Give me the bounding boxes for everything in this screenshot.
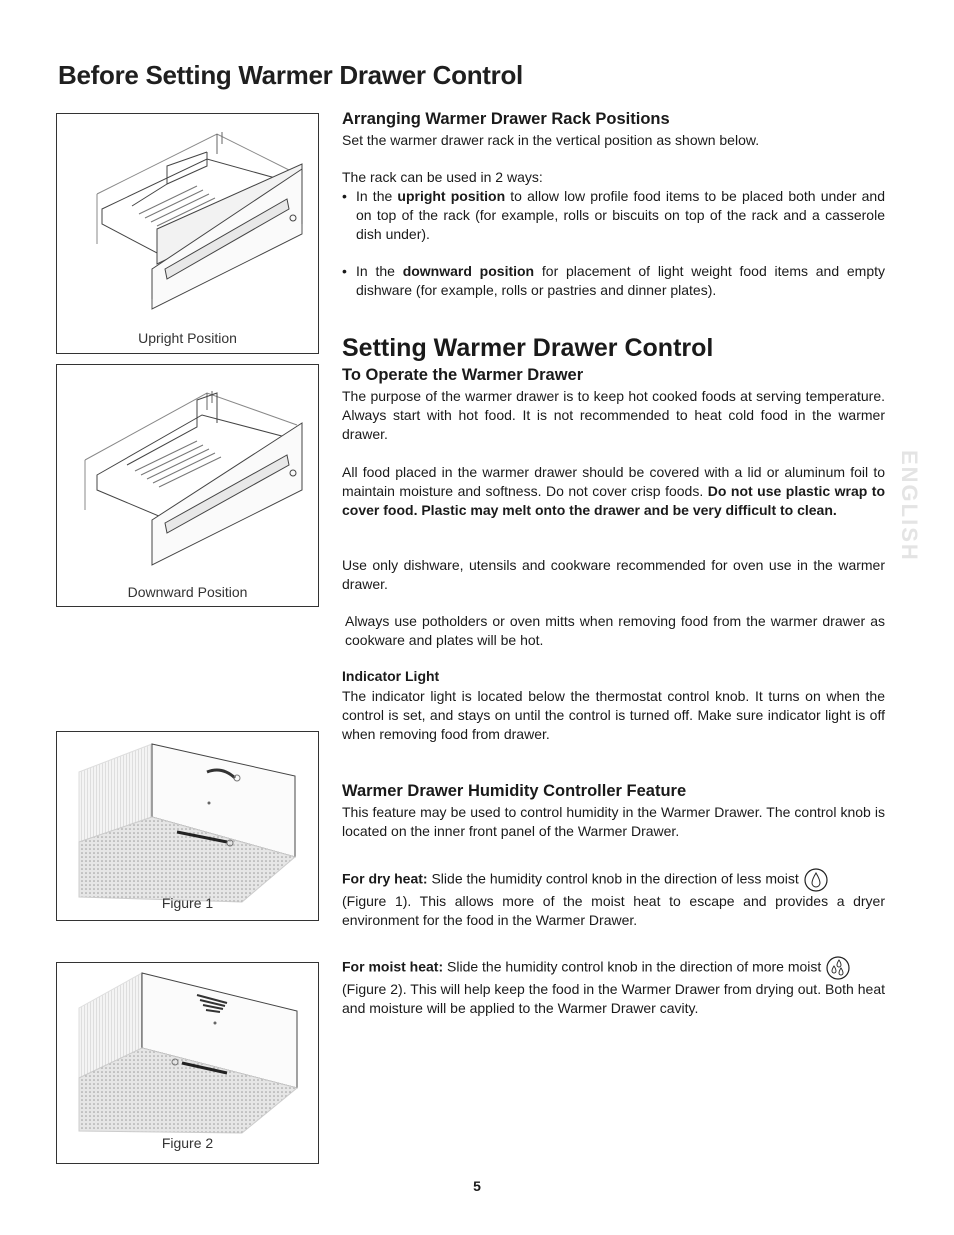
- downward-caption: Downward Position: [127, 584, 248, 600]
- operate-heading: To Operate the Warmer Drawer: [342, 366, 584, 384]
- setting-title: Setting Warmer Drawer Control: [342, 334, 714, 362]
- indicator-paragraph: The indicator light is located below the thermostat control knob. It turns on when the control is set, and stays on until the control is turned off. Make sure indicator light is off when removing food from drawer.: [342, 688, 885, 742]
- dry-heat-paragraph: For dry heat: Slide the humidity control knob in the direction of less moist (Figure 1). This allows more of the moist heat to escape and provides a dryer environment for the food in the Warmer Drawer.: [342, 868, 885, 930]
- humidity-intro: This feature may be used to control humidity in the Warmer Drawer. The control knob is located on the inner front panel of the Warmer Drawer.: [342, 804, 885, 839]
- rack-ways: The rack can be used in 2 ways:: [342, 169, 543, 185]
- rack-heading: Arranging Warmer Drawer Rack Positions: [342, 110, 670, 128]
- page-title: Before Setting Warmer Drawer Control: [58, 60, 523, 90]
- rack-list-item-upright: • In the upright position to allow low profile food items to be placed both under and on top of the rack (for example, rolls or biscuits on top of the rack and a casserole dish under).: [342, 187, 885, 244]
- operate-paragraph-3: Use only dishware, utensils and cookware recommended for oven use in the warmer drawer.: [342, 557, 885, 592]
- english-side-tab: ENGLISH: [897, 450, 922, 562]
- drawer-downward-illustration: [57, 365, 320, 608]
- humidity-heading: Warmer Drawer Humidity Controller Feature: [342, 782, 687, 800]
- figure-2: [56, 962, 319, 1164]
- rack-list: [342, 187, 885, 300]
- downward-position-figure: [56, 364, 319, 607]
- rack-list-item-downward: • In the downward position for placement of light weight food items and empty dishware (for example, rolls or pastries and dinner plates).: [342, 262, 885, 300]
- figure-1: [56, 731, 319, 921]
- operate-paragraph-4: Always use potholders or oven mitts when removing food from the warmer drawer as cookware and plates will be hot.: [345, 613, 885, 648]
- drawer-upright-illustration: [57, 114, 320, 355]
- upright-caption: Upright Position: [138, 330, 237, 346]
- single-drop-icon: [803, 868, 829, 892]
- figure-2-caption: Figure 2: [161, 1135, 214, 1151]
- figure-1-caption: Figure 1: [161, 895, 214, 911]
- triple-drop-icon: [825, 956, 851, 980]
- operate-paragraph-2: All food placed in the warmer drawer should be covered with a lid or aluminum foil to maintain moisture and softness. Do not cover crisp foods. Do not use plastic wrap to cover food. Plastic may melt onto the drawer and be very difficult to clean.: [342, 464, 886, 518]
- operate-paragraph-1: The purpose of the warmer drawer is to keep hot cooked foods at serving temperature. Always start with hot food. It is not recommended to heat cold food in the warmer drawer.: [342, 388, 885, 442]
- indicator-heading: Indicator Light: [342, 668, 440, 684]
- upright-position-figure: [56, 113, 319, 354]
- humidity-dry-illustration: [57, 732, 320, 922]
- page-number: 5: [473, 1178, 481, 1194]
- moist-heat-paragraph: For moist heat: Slide the humidity control knob in the direction of more moist (Figure 2). This will help keep the food in the Warmer Drawer from drying out. Both heat and moisture will be applied to the Warmer Drawer cavity.: [342, 956, 885, 1018]
- rack-intro: Set the warmer drawer rack in the vertical position as shown below.: [342, 132, 760, 148]
